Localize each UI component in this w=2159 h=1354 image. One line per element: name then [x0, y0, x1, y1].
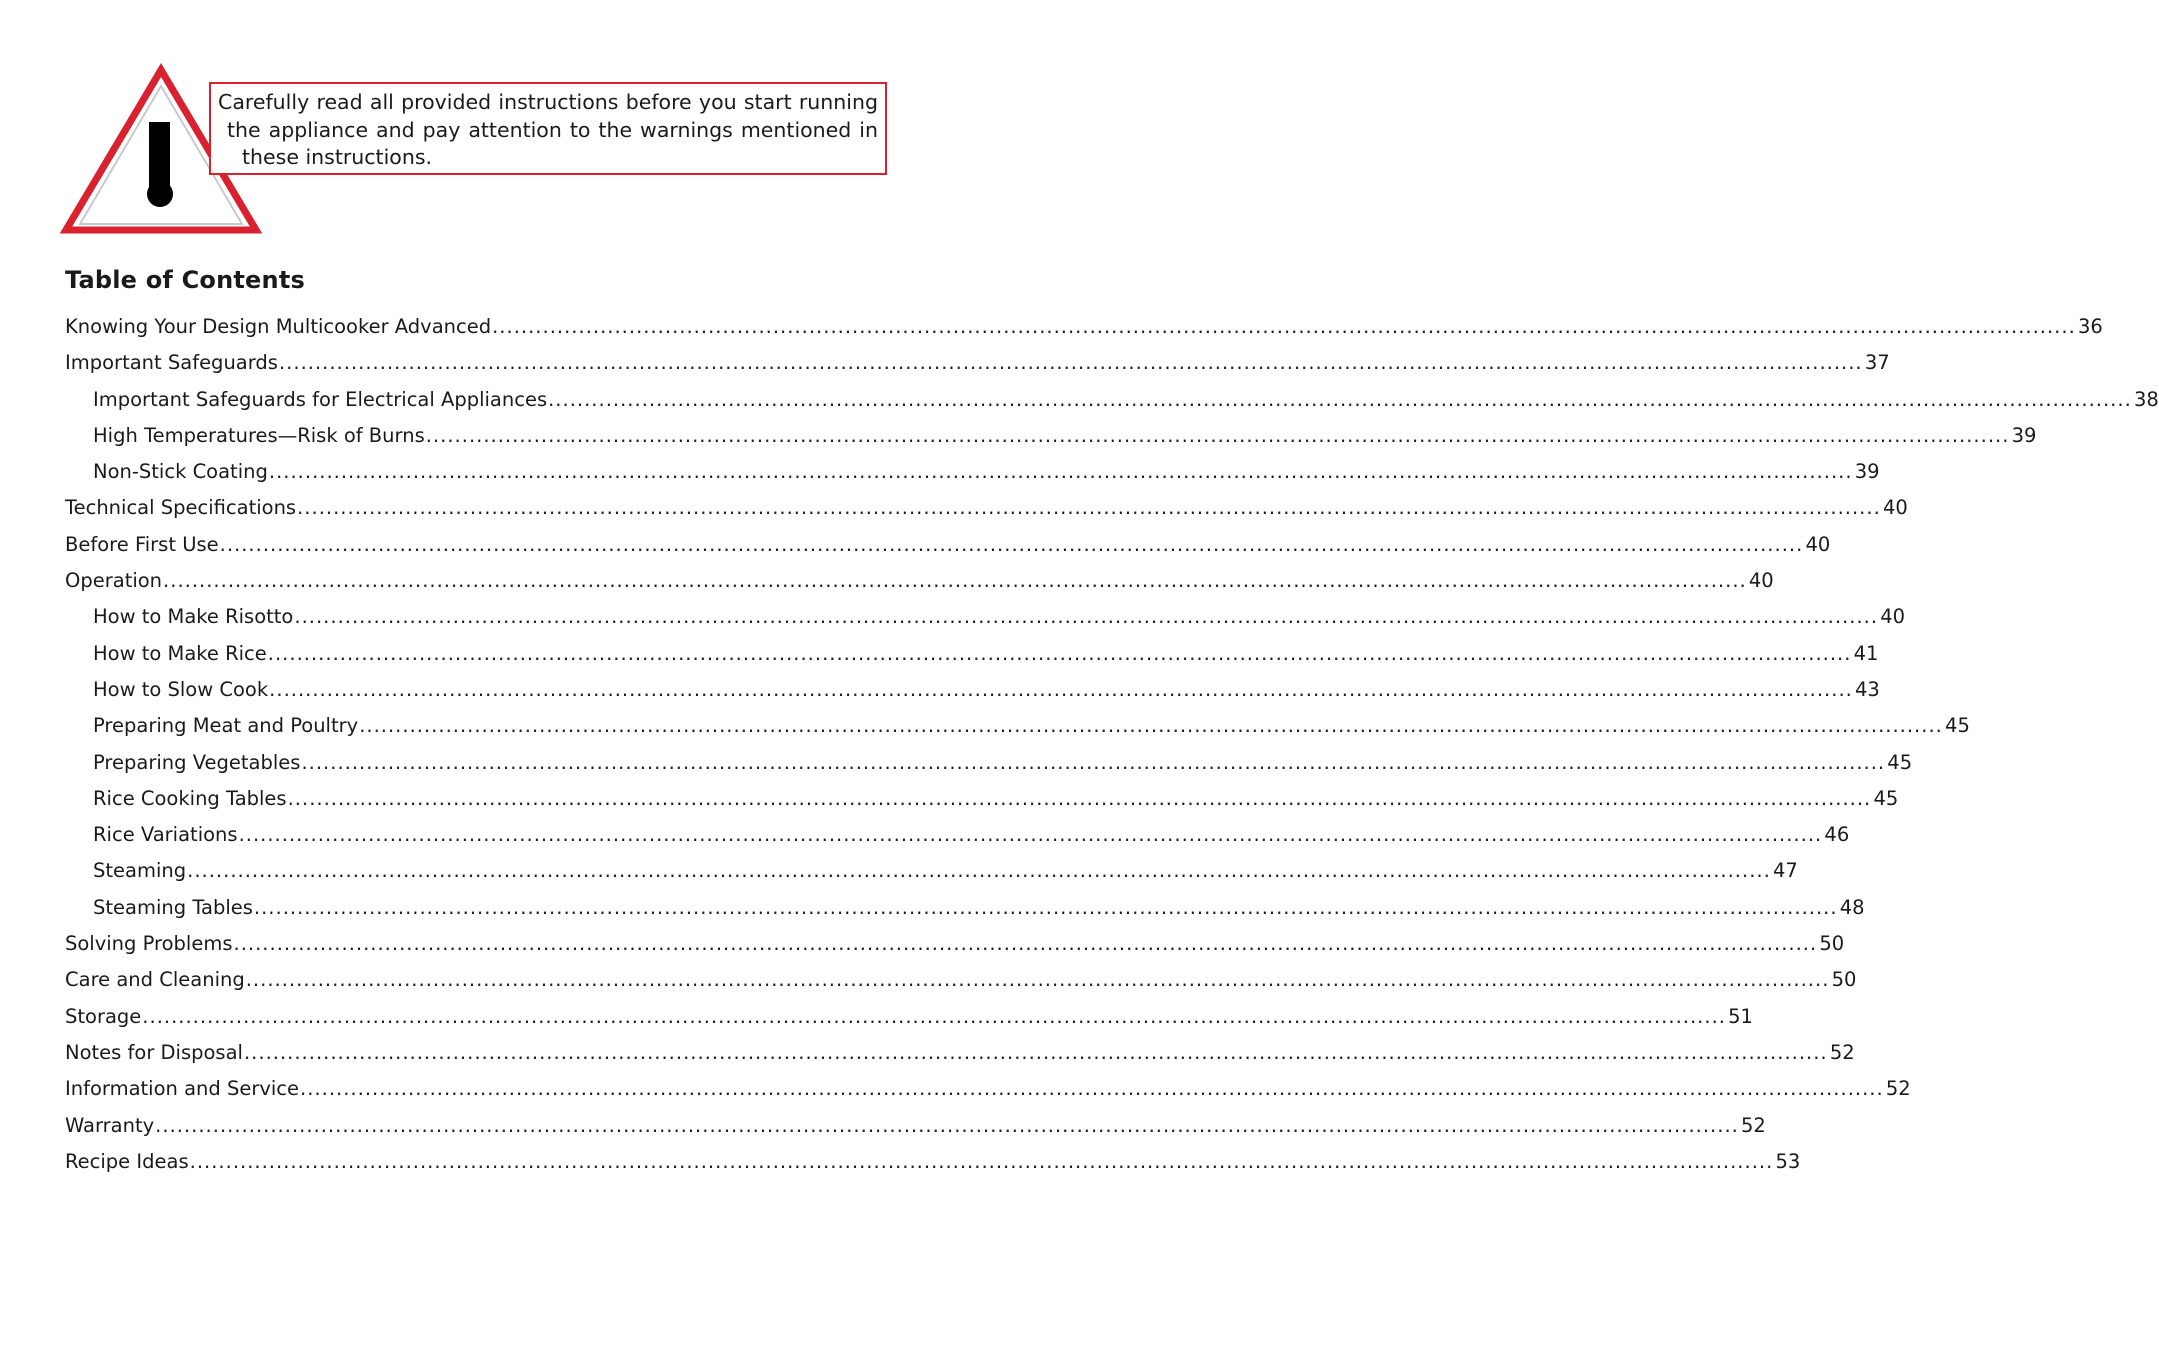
toc-entry-label: Preparing Meat and Poultry — [93, 714, 359, 738]
toc-entry-page: 53 — [1775, 1149, 1801, 1173]
dot-leader: ............................................................................................................................................................................................................................ — [278, 351, 1863, 375]
toc-entry-page: 41 — [1853, 641, 1879, 665]
toc-entry-page: 40 — [1805, 532, 1831, 556]
toc-entry-label: Knowing Your Design Multicooker Advanced — [65, 315, 492, 338]
warning-text-line-3: these instructions. — [242, 145, 433, 169]
dot-leader: ............................................................................................................................................................................................................................ — [294, 605, 1879, 629]
toc-entry[interactable] — [65, 605, 1906, 641]
toc-entry[interactable] — [65, 423, 2037, 460]
toc-entry[interactable] — [65, 1113, 1766, 1150]
dot-leader: ............................................................................................................................................................................................................................ — [269, 677, 1853, 701]
toc-entry[interactable] — [65, 823, 1850, 859]
toc-entry-label: Technical Specifications — [65, 496, 297, 520]
dot-leader: ............................................................................................................................................................................................................................ — [245, 968, 1830, 992]
toc-entry-page: 40 — [1748, 569, 1774, 593]
toc-entry-page: 39 — [2011, 423, 2037, 447]
toc-entry-page: 46 — [1824, 823, 1850, 847]
dot-leader: ............................................................................................................................................................................................................................ — [243, 1040, 1828, 1064]
toc-entry-label: Important Safeguards for Electrical Appliances — [93, 387, 548, 411]
dot-leader: ............................................................................................................................................................................................................................ — [155, 1113, 1739, 1137]
toc-entry-page: 40 — [1882, 496, 1908, 520]
toc-entry-label: Preparing Vegetables — [93, 750, 301, 774]
toc-entry-page: 52 — [1741, 1113, 1766, 1137]
toc-entry[interactable] — [65, 859, 1798, 895]
toc-entry-page: 50 — [1819, 932, 1845, 956]
toc-entry-label: Rice Variations — [93, 823, 238, 847]
dot-leader: ............................................................................................................................................................................................................................ — [300, 1077, 1884, 1101]
toc-entry-page: 45 — [1887, 750, 1913, 774]
warning-text-line-1: Carefully read all provided instructions before you start running — [218, 90, 878, 114]
warning-text-line-2: the appliance and pay attention to the warnings mentioned in — [227, 117, 878, 142]
toc-entry[interactable] — [65, 1149, 1801, 1186]
toc-entry-page: 45 — [1945, 714, 1970, 738]
dot-leader: ............................................................................................................................................................................................................................ — [301, 750, 1886, 774]
dot-leader: ............................................................................................................................................................................................................................ — [163, 569, 1747, 593]
toc-entry-label: Recipe Ideas — [65, 1149, 189, 1173]
toc-entry[interactable] — [65, 532, 1831, 569]
toc-entry-label: Steaming Tables — [93, 895, 253, 919]
dot-leader: ............................................................................................................................................................................................................................ — [187, 859, 1771, 883]
toc-entry-page: 39 — [1854, 460, 1880, 484]
toc-entry[interactable] — [65, 1040, 1855, 1077]
toc-entry-page: 52 — [1829, 1040, 1855, 1064]
toc-entry-label: Non-Stick Coating — [93, 460, 268, 484]
warning-notice — [209, 82, 887, 175]
toc-entry[interactable] — [65, 351, 1890, 387]
toc-entry-page: 38 — [2133, 387, 2159, 411]
dot-leader: ............................................................................................................................................................................................................................ — [233, 932, 1818, 956]
dot-leader: ............................................................................................................................................................................................................................ — [253, 895, 1838, 919]
dot-leader: ............................................................................................................................................................................................................................ — [297, 496, 1881, 520]
toc-entry[interactable] — [65, 750, 1913, 787]
toc-entry-page: 45 — [1873, 786, 1899, 810]
toc-entry-page: 43 — [1855, 677, 1880, 701]
dot-leader: ............................................................................................................................................................................................................................ — [219, 532, 1804, 556]
toc-entry-label: Operation — [65, 569, 163, 593]
dot-leader: ............................................................................................................................................................................................................................ — [492, 315, 2076, 338]
toc-entry-label: Rice Cooking Tables — [93, 786, 287, 810]
dot-leader: ............................................................................................................................................................................................................................ — [425, 423, 2010, 447]
dot-leader: ............................................................................................................................................................................................................................ — [359, 714, 1943, 738]
toc-entry[interactable] — [65, 677, 1880, 714]
dot-leader: ............................................................................................................................................................................................................................ — [142, 1004, 1726, 1028]
toc-entry-label: Information and Service — [65, 1077, 300, 1101]
toc-entry[interactable] — [65, 315, 2103, 351]
toc-entry[interactable] — [65, 895, 1865, 932]
toc-entry[interactable] — [65, 1004, 1753, 1041]
toc-entry-page: 50 — [1831, 968, 1857, 992]
toc-entry-page: 36 — [2077, 315, 2103, 338]
toc-entry-page: 48 — [1839, 895, 1865, 919]
dot-leader: ............................................................................................................................................................................................................................ — [189, 1149, 1774, 1173]
toc-entry-page: 37 — [1864, 351, 1890, 375]
toc-entry[interactable] — [65, 387, 2159, 424]
toc-entry[interactable] — [65, 932, 1845, 968]
dot-leader: ............................................................................................................................................................................................................................ — [238, 823, 1823, 847]
toc-entry-label: Storage — [65, 1004, 142, 1028]
toc-entry-label: How to Make Rice — [93, 641, 267, 665]
toc-entry-label: Important Safeguards — [65, 351, 278, 375]
toc-entry-page: 52 — [1885, 1077, 1911, 1101]
toc-entry[interactable] — [65, 786, 1899, 823]
toc-entry[interactable] — [65, 569, 1774, 605]
toc-entry-page: 47 — [1772, 859, 1798, 883]
toc-entry[interactable] — [65, 460, 1880, 496]
toc-entry-page: 40 — [1880, 605, 1906, 629]
toc-entry-label: Notes for Disposal — [65, 1040, 243, 1064]
toc-entry[interactable] — [65, 714, 1970, 750]
dot-leader: ............................................................................................................................................................................................................................ — [267, 641, 1852, 665]
toc-entry[interactable] — [65, 496, 1908, 532]
toc-entry-label: Before First Use — [65, 532, 219, 556]
toc-entry-label: Steaming — [93, 859, 187, 883]
toc-entry-label: Care and Cleaning — [65, 968, 245, 992]
toc-entry-page: 51 — [1728, 1004, 1753, 1028]
toc-entry-label: How to Slow Cook — [93, 677, 269, 701]
toc-entry[interactable] — [65, 968, 1857, 1004]
toc-entry-label: High Temperatures—Risk of Burns — [93, 423, 425, 447]
dot-leader: ............................................................................................................................................................................................................................ — [287, 786, 1872, 810]
table-of-contents — [65, 315, 2159, 1186]
toc-entry-label: Solving Problems — [65, 932, 233, 956]
toc-entry[interactable] — [65, 641, 1879, 678]
dot-leader: ............................................................................................................................................................................................................................ — [548, 387, 2132, 411]
toc-title: Table of Contents — [65, 266, 305, 294]
toc-entry[interactable] — [65, 1077, 1911, 1113]
dot-leader: ............................................................................................................................................................................................................................ — [268, 460, 1853, 484]
toc-entry-label: Warranty — [65, 1113, 155, 1137]
toc-entry-label: How to Make Risotto — [93, 605, 294, 629]
